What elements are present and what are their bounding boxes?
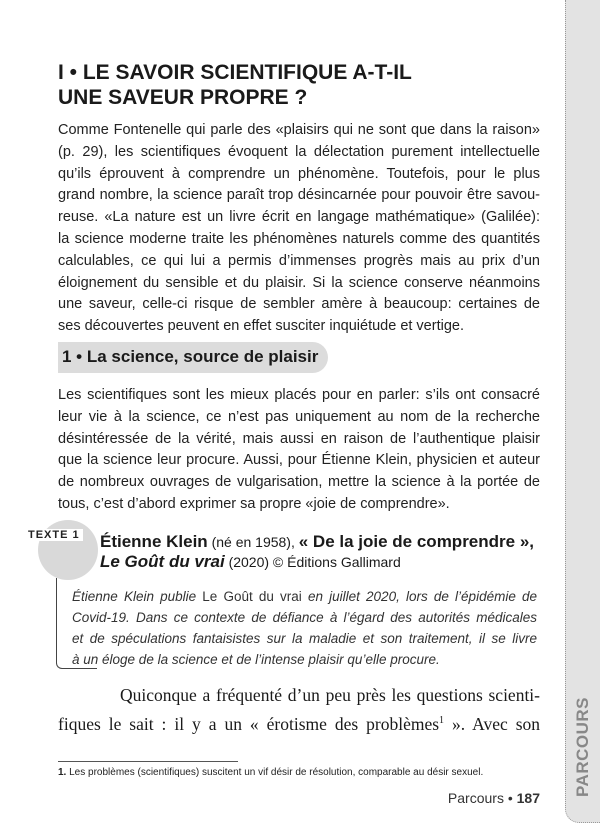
intro-text: en juillet 2020, lors de l’épidémie de [301,589,538,604]
text-line: qu’ils éprouvent à comprendre un phénomène. Toutefois, pour le plus [58,165,540,182]
footer-section: Parcours [447,790,504,806]
footnote-ref: 1 [439,715,445,726]
footer-separator: • [503,790,517,806]
author: Étienne Klein [100,532,208,551]
intro-text: Étienne Klein publie [72,589,203,604]
section-paragraph [58,385,540,516]
text-line: éloignement du sensible et du plaisir. Si la science conserve néanmoins [58,274,540,291]
text-line: reuse. «La nature est un livre écrit en langage mathématique» (Galilée): [58,209,540,226]
chapter-title [58,60,538,110]
intro-book-title: Le Goût du vrai [202,589,302,604]
text-line: ses découvertes peuvent en effet susciter inquiétude et vertige. [58,318,464,335]
footnote-rule [58,761,238,762]
intro-paragraph [58,120,540,338]
text-introduction [72,586,537,670]
author-dates: (né en 1958), [207,534,299,550]
text-line: et de spéculations fantaisistes sur la maladie et son traitement, il se livre [72,631,537,646]
side-tab-label: PARCOURS [573,696,592,798]
text-line: Comme Fontenelle qui parle des «plaisirs qui ne sont que dans la raison» [58,122,540,138]
text-line: une saveur, celle-ci risque de sembler amère à beaucoup: certaines de [58,296,540,313]
section-heading [58,342,328,373]
title-line: UNE SAVEUR PROPRE ? [58,86,308,109]
section-heading-text: 1 • La science, source de plaisir [62,347,319,366]
footnote [58,767,483,778]
text-line: à un éloge de la science et de l’intense plaisir qu’elle procure. [72,652,440,667]
book-info: (2020) © Éditions Gallimard [224,554,401,570]
text-line: de nombreux ouvrages de vulgarisation, mettre la science à la portée de [58,474,540,491]
text-line: calculables, ce qui lui a permis d’immenses progrès mais au prix d’un [58,252,540,269]
excerpt-line: ». Avec son [444,713,541,734]
excerpt-line: fiques le sait : il y a un « érotisme des problèmes [58,713,440,734]
text-line: Les scientifiques sont les mieux placés pour en parler: s’ils ont consacré [58,387,540,403]
text-line: grand nombre, la science paraît trop désincarnée pour pouvoir être savou- [58,187,540,204]
text-line: Covid-19. Dans ce contexte de défiance à l’égard des autorités médicales [72,610,537,625]
text-source [100,532,534,572]
text-line: (p. 29), les scientifiques évoquent la délectation purement intellectuelle [58,143,540,160]
page-number: 187 [516,790,540,806]
text-line: que la science leur procure. Aussi, pour Étienne Klein, physicien et auteur [58,452,540,469]
footnote-number: 1. [58,767,67,778]
book-title: Le Goût du vrai [100,552,225,571]
texte-tag: TEXTE 1 [28,529,83,541]
text-line: leur vie à la science, ce n’est pas uniquement au nom de la recherche [58,408,540,425]
title-line: I • LE SAVOIR SCIENTIFIQUE A-T-IL [58,61,412,84]
work-title: « De la joie de comprendre », [298,532,535,551]
excerpt [58,682,540,737]
text-line: tous, c’est d’abord exprimer sa propre «joie de comprendre». [58,495,450,512]
text-line: la science moderne traite les phénomènes naturels comme des quantités [58,230,540,247]
excerpt-line: Quiconque a fréquenté d’un peu près les questions scienti- [120,685,540,705]
page-footer [420,790,540,806]
footnote-text: Les problèmes (scientifiques) suscitent un vif désir de résolution, comparable au désir sexuel. [66,767,484,778]
text-line: désintéressée de la vérité, mais aussi en raison de l’authentique plaisir [58,430,540,447]
